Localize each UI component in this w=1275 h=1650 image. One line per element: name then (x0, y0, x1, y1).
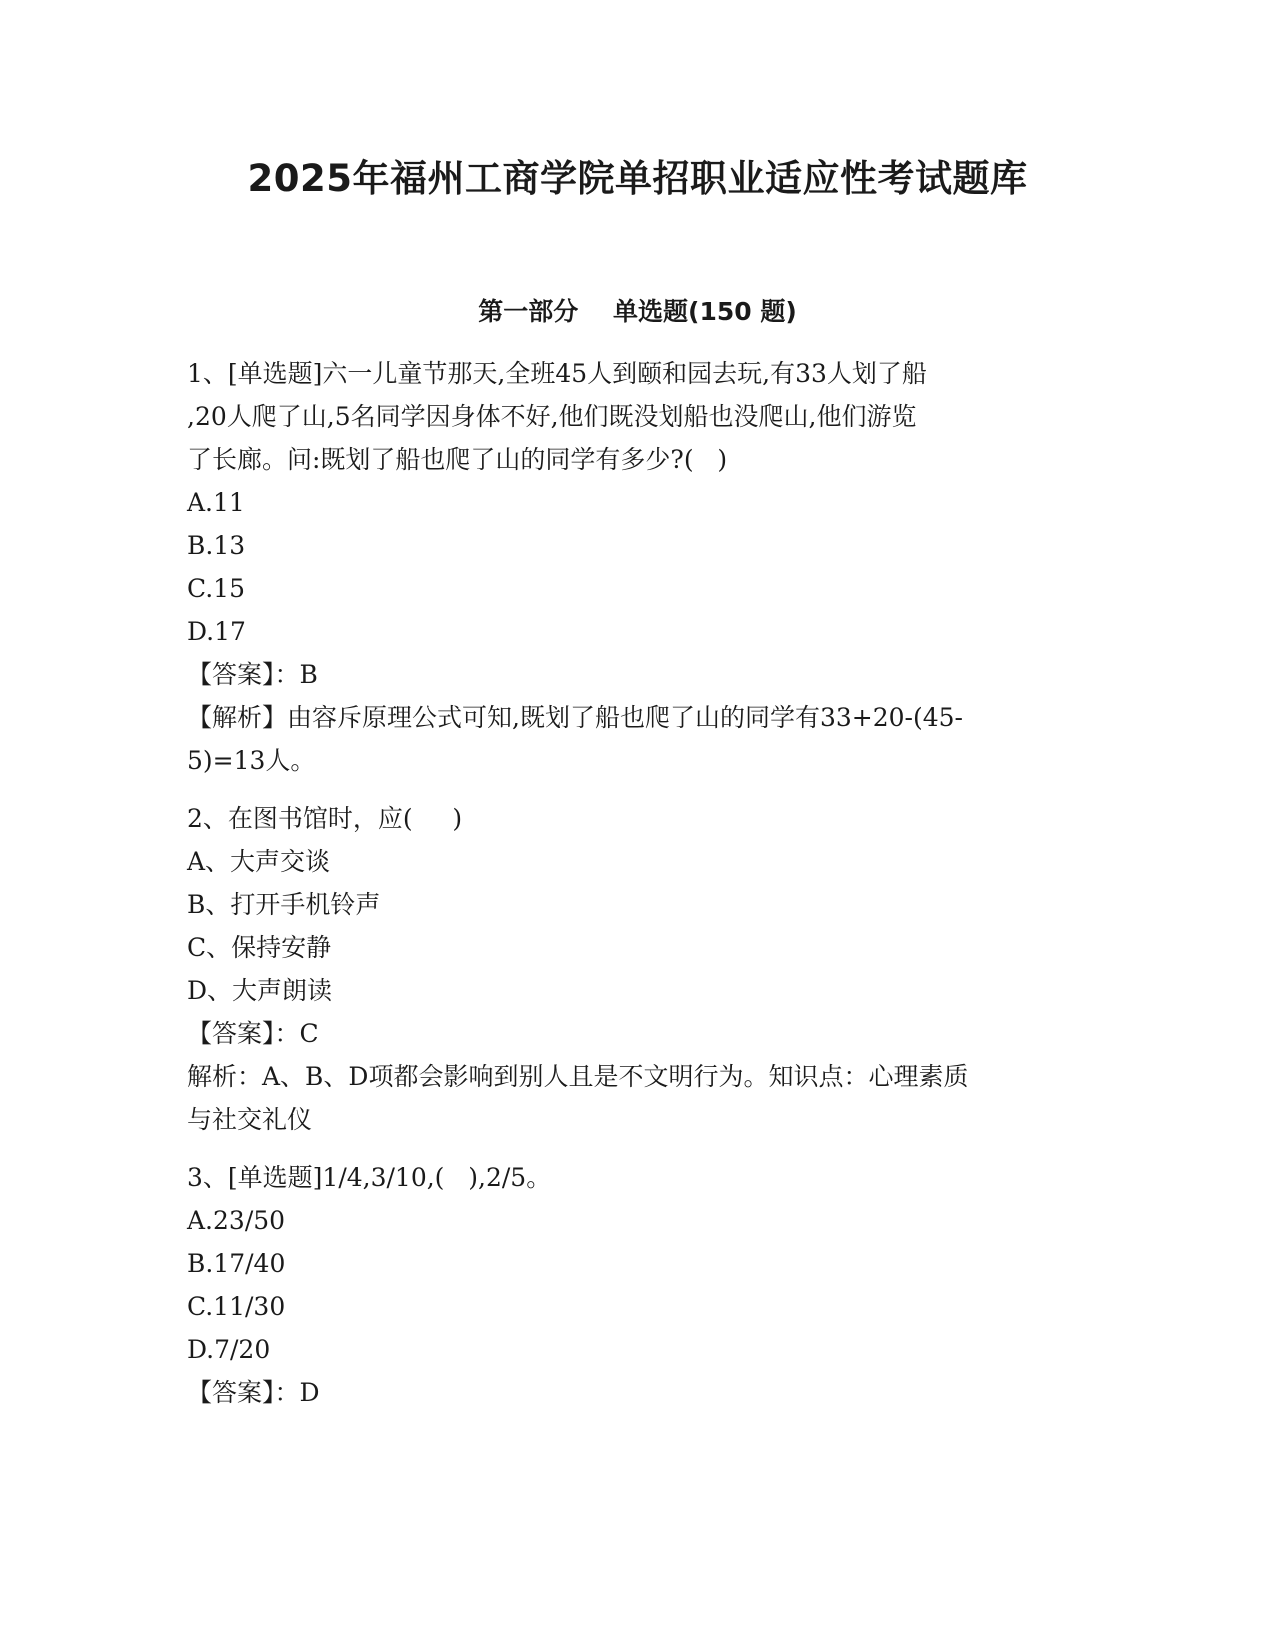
question-1 (187, 352, 1087, 782)
option-d: D.17 (187, 617, 246, 646)
document-title: 2025年福州工商学院单招职业适应性考试题库 (247, 157, 1028, 200)
question-stem-line: 1、[单选题]六一儿童节那天,全班45人到颐和园去玩,有33人划了船 (187, 359, 927, 388)
analysis-line: 5)=13人。 (187, 746, 316, 775)
option-d: D、大声朗读 (187, 976, 333, 1005)
option-c: C.15 (187, 574, 245, 603)
question-list (187, 352, 1087, 1414)
question-3 (187, 1156, 1087, 1414)
analysis-line: 解析：A、B、D项都会影响到别人且是不文明行为。知识点：心理素质 (187, 1062, 969, 1091)
question-stem-line: 3、[单选题]1/4,3/10,( ),2/5。 (187, 1163, 552, 1192)
analysis-line: 【解析】由容斥原理公式可知,既划了船也爬了山的同学有33+20-(45- (187, 703, 963, 732)
answer: 【答案】：D (187, 1378, 320, 1407)
option-b: B.13 (187, 531, 246, 560)
option-c: C.11/30 (187, 1292, 286, 1321)
question-2 (187, 797, 1087, 1141)
question-stem-line: 了长廊。问:既划了船也爬了山的同学有多少?( ) (187, 445, 728, 474)
option-a: A.11 (187, 488, 245, 517)
option-c: C、保持安静 (187, 933, 332, 962)
question-stem-line: 2、在图书馆时，应( ) (187, 804, 463, 833)
section-title: 第一部分 单选题(150 题) (478, 297, 797, 326)
option-b: B、打开手机铃声 (187, 890, 381, 919)
option-d: D.7/20 (187, 1335, 271, 1364)
analysis-line: 与社交礼仪 (187, 1105, 313, 1134)
option-a: A、大声交谈 (187, 847, 331, 876)
answer: 【答案】：C (187, 1019, 319, 1048)
option-a: A.23/50 (187, 1206, 286, 1235)
answer: 【答案】：B (187, 660, 318, 689)
question-stem-line: ,20人爬了山,5名同学因身体不好,他们既没划船也没爬山,他们游览 (187, 402, 917, 431)
option-b: B.17/40 (187, 1249, 286, 1278)
